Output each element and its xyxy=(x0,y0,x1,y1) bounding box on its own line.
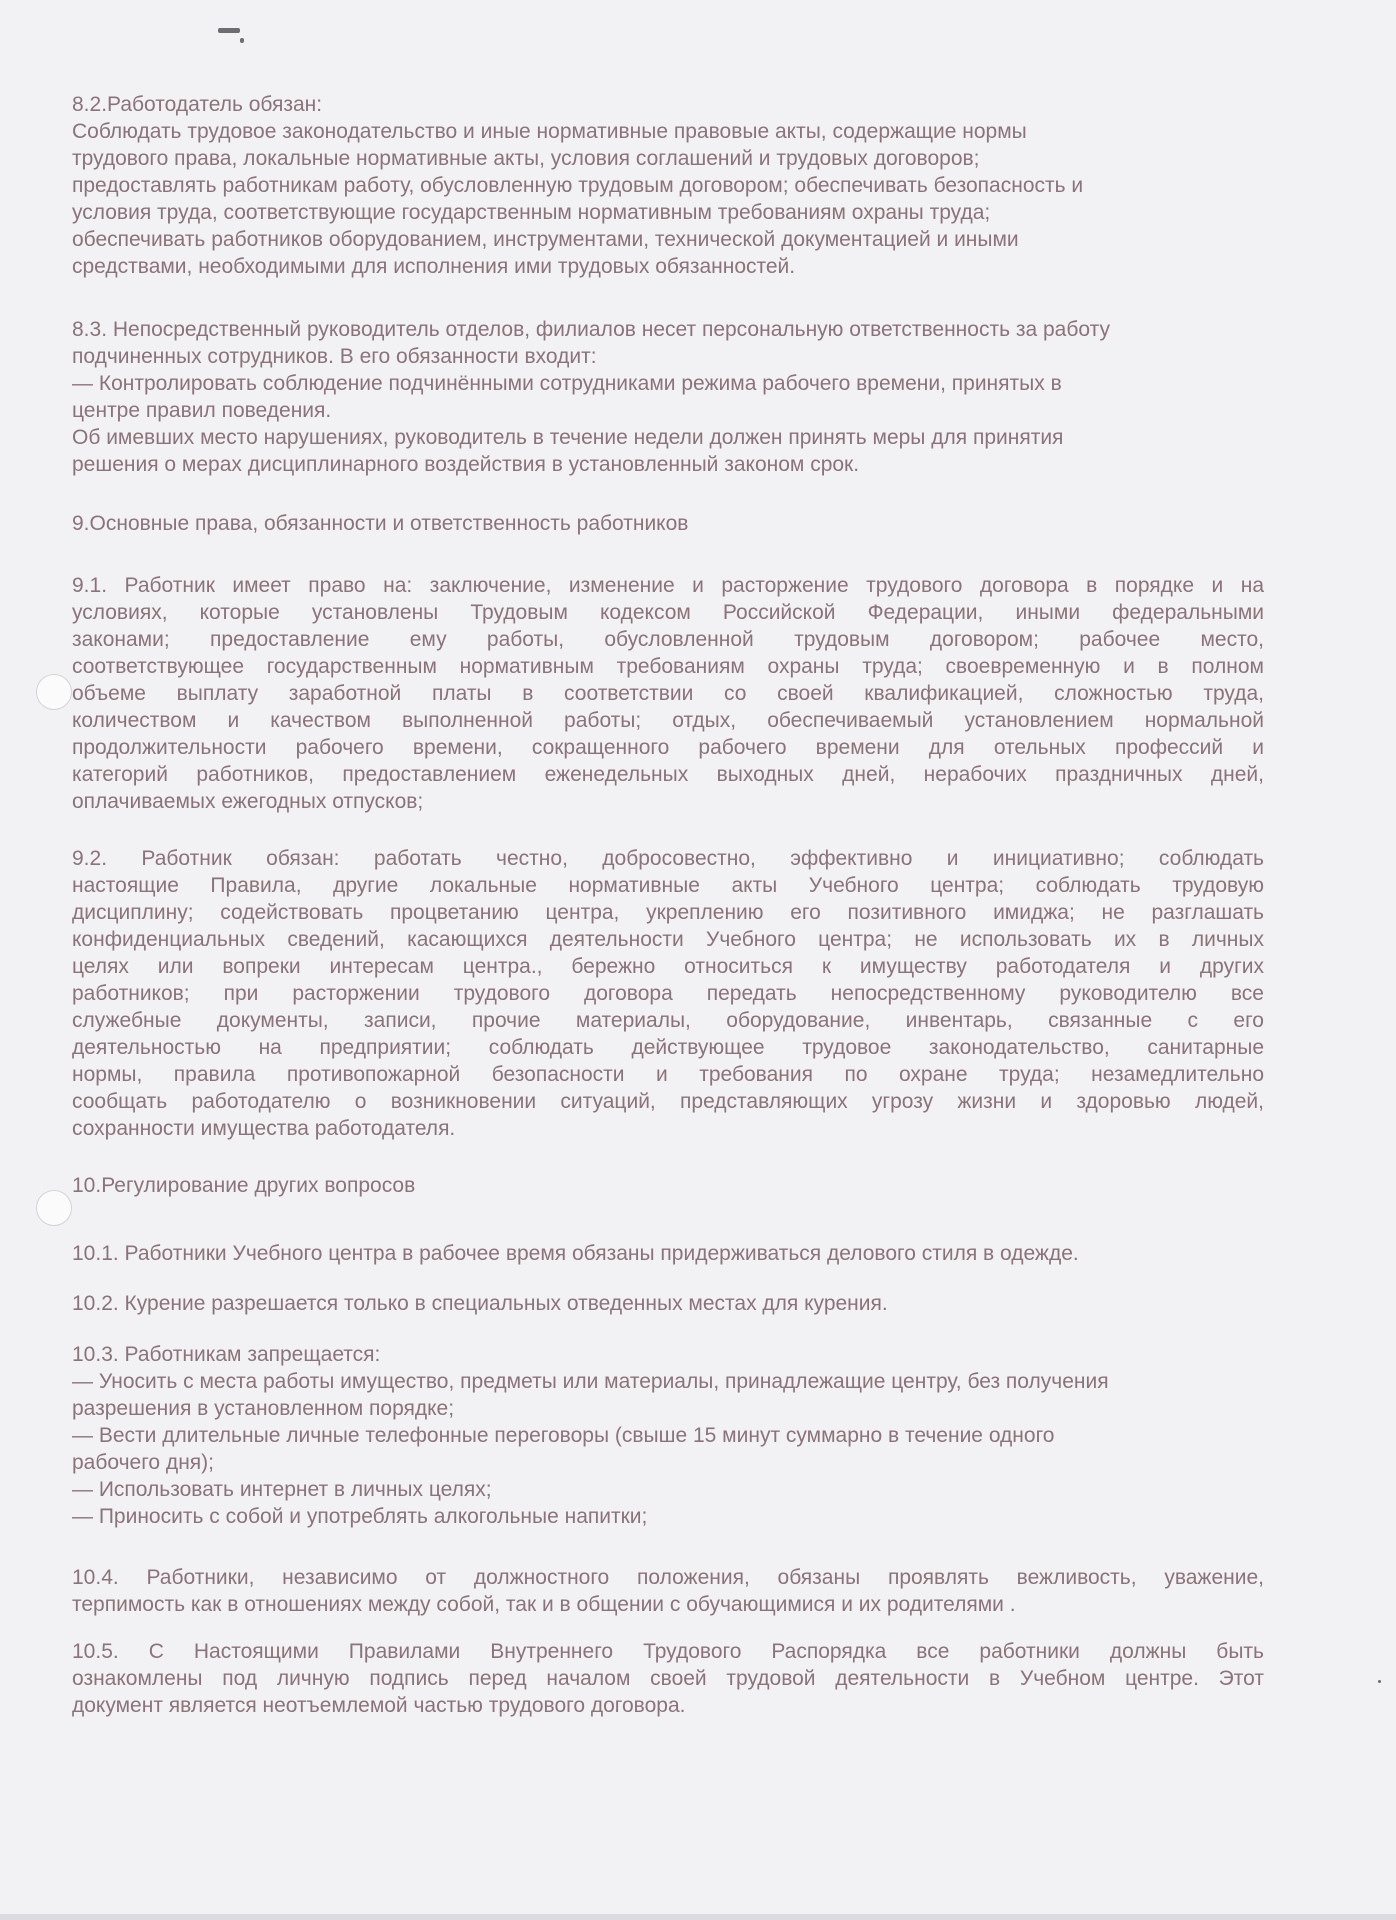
paragraph-10-3 xyxy=(72,1341,1264,1530)
section-heading xyxy=(72,1172,1264,1199)
text-line: рабочего дня); xyxy=(72,1451,214,1474)
text-line: служебные документы, записи, прочие материалы, оборудование, инвентарь, связанные с его xyxy=(72,1009,1264,1032)
text-line: 9.Основные права, обязанности и ответственность работников xyxy=(72,512,689,535)
text-line: 10.5. С Настоящими Правилами Внутреннего Трудового Распорядка все работники должны быть xyxy=(72,1640,1264,1663)
text-line: 9.1. Работник имеет право на: заключение, изменение и расторжение трудового договора в порядке и на xyxy=(72,574,1264,597)
text-line: Об имевших место нарушениях, руководитель в течение недели должен принять меры для принятия xyxy=(72,426,1064,449)
text-line: законами; предоставление ему работы, обусловленной трудовым договором; рабочее место, xyxy=(72,628,1264,651)
text-line: 10.4. Работники, независимо от должностного положения, обязаны проявлять вежливость, уважение, xyxy=(72,1566,1264,1589)
text-line: 10.2. Курение разрешается только в специальных отведенных местах для курения. xyxy=(72,1292,888,1315)
text-line: конфиденциальных сведений, касающихся деятельности Учебного центра; не использовать их в личных xyxy=(72,928,1264,951)
text-line: количеством и качеством выполненной работы; отдых, обеспечиваемый установлением нормальной xyxy=(72,709,1264,732)
text-line: деятельностью на предприятии; соблюдать действующее трудовое законодательство, санитарные xyxy=(72,1036,1264,1059)
paragraph-10-2 xyxy=(72,1290,1264,1317)
text-line: терпимость как в отношениях между собой, так и в общении с обучающимися и их родителями . xyxy=(72,1593,1016,1616)
punch-hole xyxy=(36,674,72,710)
text-line: 10.Регулирование других вопросов xyxy=(72,1174,416,1197)
text-line: трудового права, локальные нормативные акты, условия соглашений и трудовых договоров; xyxy=(72,147,980,170)
paragraph-9-2 xyxy=(72,845,1264,1142)
section-heading xyxy=(72,510,1264,537)
text-line: настоящие Правила, другие локальные нормативные акты Учебного центра; соблюдать трудовую xyxy=(72,874,1264,897)
text-line: 10.1. Работники Учебного центра в рабочее время обязаны придерживаться делового стиля в одежде. xyxy=(72,1242,1079,1265)
text-line: условия труда, соответствующие государственным нормативным требованиям охраны труда; xyxy=(72,201,991,224)
text-line: работников; при расторжении трудового договора передать непосредственному руководителю все xyxy=(72,982,1264,1005)
text-line: 8.2.Работодатель обязан: xyxy=(72,93,323,116)
paragraph-10-5 xyxy=(72,1638,1264,1719)
text-line: нормы, правила противопожарной безопасности и требования по охране труда; незамедлительно xyxy=(72,1063,1264,1086)
text-line: — Вести длительные личные телефонные переговоры (свыше 15 минут суммарно в течение одного xyxy=(72,1424,1055,1447)
text-line: сохранности имущества работодателя. xyxy=(72,1117,456,1140)
text-line: объеме выплату заработной платы в соответствии со своей квалификацией, сложностью труда, xyxy=(72,682,1264,705)
text-line: — Уносить с места работы имущество, предметы или материалы, принадлежащие центру, без получения xyxy=(72,1370,1109,1393)
punch-hole xyxy=(36,1190,72,1226)
text-line: 9.2. Работник обязан: работать честно, добросовестно, эффективно и инициативно; соблюдать xyxy=(72,847,1264,870)
text-line: документ является неотъемлемой частью трудового договора. xyxy=(72,1694,686,1717)
text-line: дисциплину; содействовать процветанию центра, укреплению его позитивного имиджа; не разглашать xyxy=(72,901,1264,924)
text-line: обеспечивать работников оборудованием, инструментами, технической документацией и иными xyxy=(72,228,1019,251)
text-line: центре правил поведения. xyxy=(72,399,332,422)
scan-bottom-edge xyxy=(0,1914,1396,1920)
paragraph-10-4 xyxy=(72,1564,1264,1618)
text-line: соответствующее государственным нормативным требованиям охраны труда; своевременную и в полном xyxy=(72,655,1264,678)
scan-speck xyxy=(1378,1680,1381,1683)
text-line: целях или вопреки интересам центра., бережно относиться к имуществу работодателя и других xyxy=(72,955,1264,978)
text-line: ознакомлены под личную подпись перед началом своей трудовой деятельности в Учебном центре. Этот xyxy=(72,1667,1264,1690)
text-line: — Приносить с собой и употреблять алкогольные напитки; xyxy=(72,1505,648,1528)
text-line: разрешения в установленном порядке; xyxy=(72,1397,455,1420)
text-line: — Использовать интернет в личных целях; xyxy=(72,1478,492,1501)
scan-speck xyxy=(218,28,240,33)
text-line: сообщать работодателю о возникновении ситуаций, представляющих угрозу жизни и здоровью людей, xyxy=(72,1090,1264,1113)
paragraph-9-1 xyxy=(72,572,1264,815)
text-line: категорий работников, предоставлением еженедельных выходных дней, нерабочих праздничных дней, xyxy=(72,763,1264,786)
scan-speck xyxy=(240,38,244,43)
text-line: Соблюдать трудовое законодательство и иные нормативные правовые акты, содержащие нормы xyxy=(72,120,1027,143)
paragraph-10-1 xyxy=(72,1240,1264,1267)
text-line: подчиненных сотрудников. В его обязанности входит: xyxy=(72,345,597,368)
text-line: 8.3. Непосредственный руководитель отделов, филиалов несет персональную ответственность за работу xyxy=(72,318,1110,341)
text-line: предоставлять работникам работу, обусловленную трудовым договором; обеспечивать безопасность и xyxy=(72,174,1084,197)
text-line: средствами, необходимыми для исполнения ими трудовых обязанностей. xyxy=(72,255,796,278)
text-line: — Контролировать соблюдение подчинёнными сотрудниками режима рабочего времени, принятых в xyxy=(72,372,1062,395)
text-line: условиях, которые установлены Трудовым кодексом Российской Федерации, иными федеральными xyxy=(72,601,1264,624)
text-line: оплачиваемых ежегодных отпусков; xyxy=(72,790,424,813)
text-line: решения о мерах дисциплинарного воздействия в установленный законом срок. xyxy=(72,453,860,476)
paragraph-8-3 xyxy=(72,316,1264,478)
paragraph-8-2 xyxy=(72,91,1264,280)
text-line: 10.3. Работникам запрещается: xyxy=(72,1343,381,1366)
text-line: продолжительности рабочего времени, сокращенного рабочего времени для отельных профессий и xyxy=(72,736,1264,759)
